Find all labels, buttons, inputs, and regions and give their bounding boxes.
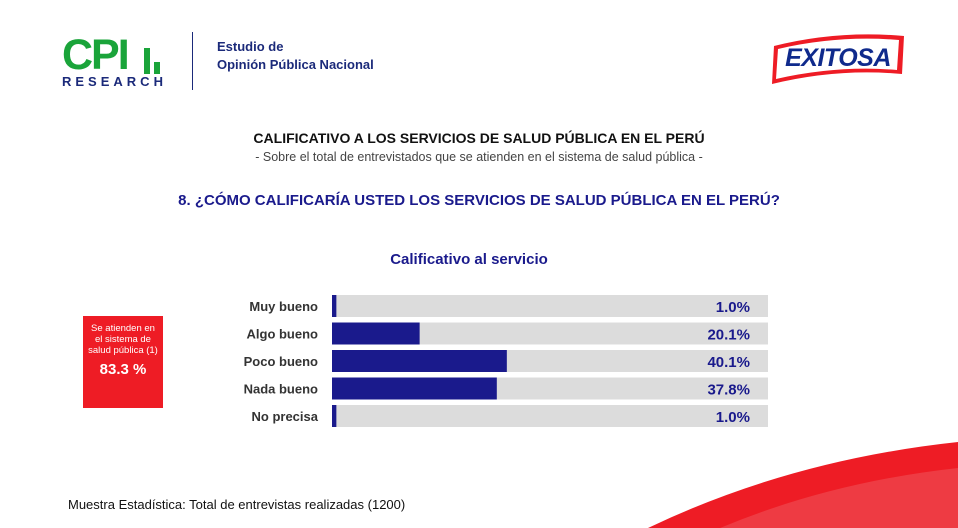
bar: [332, 323, 420, 345]
study-line-2: Opinión Pública Nacional: [217, 57, 374, 72]
study-line-1: Estudio de: [217, 39, 284, 54]
bar: [332, 405, 336, 427]
page-title: CALIFICATIVO A LOS SERVICIOS DE SALUD PÚBLICA EN EL PERÚ: [253, 130, 705, 146]
bar-row: [244, 350, 768, 372]
bar: [332, 378, 497, 400]
value-label: 37.8%: [707, 381, 750, 399]
bar-track: [332, 295, 768, 317]
value-label: 1.0%: [715, 299, 750, 316]
cpi-logo-subtitle: RESEARCH: [62, 74, 167, 89]
study-label: [217, 38, 374, 74]
category-label: Nada bueno: [243, 381, 318, 397]
value-label: 20.1%: [707, 326, 750, 344]
value-label: 1.0%: [715, 409, 750, 426]
chart-title: Calificativo al servicio: [390, 251, 548, 268]
category-label: No precisa: [251, 409, 318, 424]
survey-question: 8. ¿CÓMO CALIFICARÍA USTED LOS SERVICIOS DE SALUD PÚBLICA EN EL PERÚ?: [178, 192, 780, 209]
header-divider: [192, 32, 193, 90]
sample-badge: [83, 316, 163, 408]
exitosa-logo: [768, 28, 908, 90]
bar-row: [247, 323, 769, 345]
category-label: Algo bueno: [246, 326, 318, 342]
cpi-bars-icon: [144, 46, 184, 74]
bar: [332, 350, 507, 372]
badge-value: 83.3 %: [99, 361, 147, 378]
value-label: 40.1%: [707, 354, 750, 371]
bar-chart: [230, 294, 770, 434]
decorative-corner-shape: [600, 420, 958, 528]
cpi-research-logo: [62, 31, 172, 90]
cpi-logo-text: CPI: [62, 31, 128, 79]
category-label: Muy bueno: [249, 299, 318, 314]
bar-row: [244, 378, 768, 400]
page-subtitle: - Sobre el total de entrevistados que se atienden en el sistema de salud pública -: [255, 150, 703, 164]
bar: [332, 295, 336, 317]
badge-label: Se atienden en el sistema de salud pública (1): [88, 323, 158, 356]
category-label: Poco bueno: [243, 354, 318, 369]
bar-row: [249, 295, 768, 317]
footer-note: Muestra Estadística: Total de entrevistas realizadas (1200): [68, 497, 406, 512]
exitosa-logo-text: EXITOSA: [785, 44, 891, 72]
